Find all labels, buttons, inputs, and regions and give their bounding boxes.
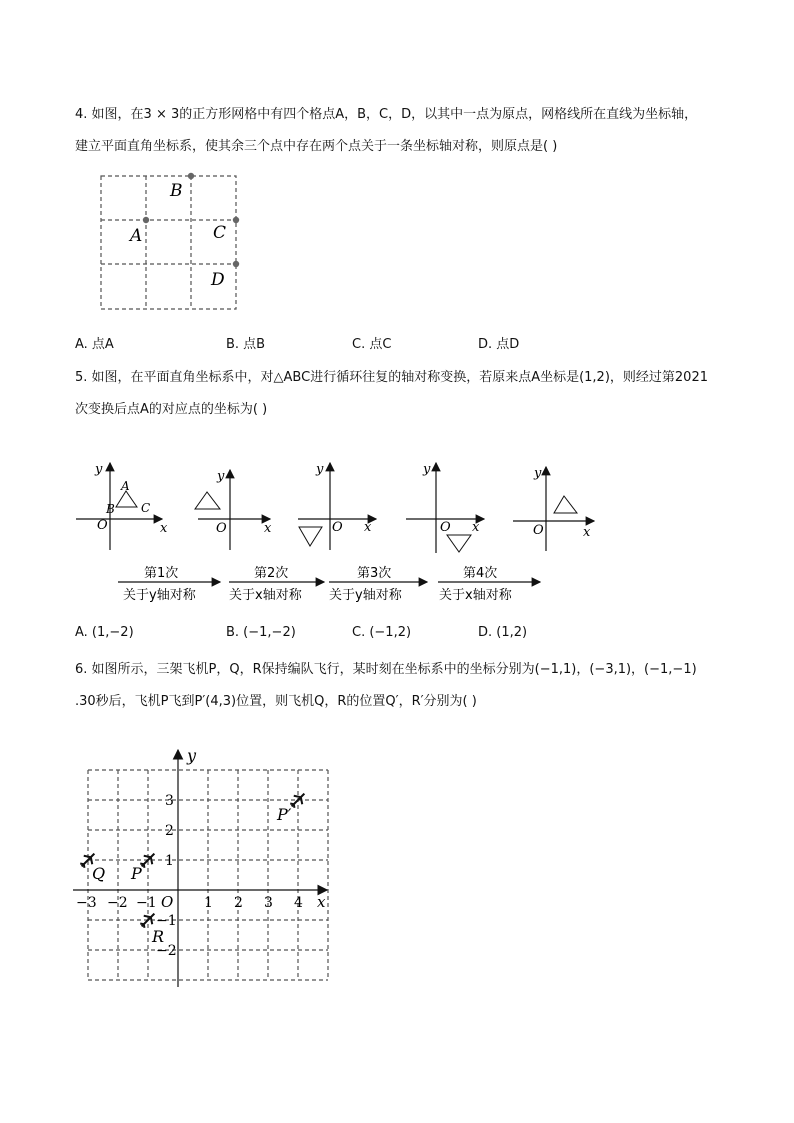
svg-text:3: 3: [165, 793, 174, 809]
q4-option-d[interactable]: D. 点D: [478, 337, 520, 352]
q5-text-line2: 次变换后点A的对应点的坐标为( ): [75, 402, 268, 417]
svg-text:R: R: [152, 927, 165, 946]
label-d: D: [211, 270, 225, 290]
svg-text:O: O: [533, 523, 544, 538]
point-b: [188, 173, 194, 179]
q5-text-line1: 5. 如图，在平面直角坐标系中，对△ABC进行循环往复的轴对称变换，若原来点A坐标是(1,2)，则经过第2021: [75, 370, 708, 385]
svg-text:2: 2: [165, 823, 174, 839]
svg-text:1: 1: [165, 853, 174, 869]
svg-text:A: A: [121, 479, 130, 493]
step-4-top: 第4次: [463, 566, 498, 581]
step-1-top: 第1次: [144, 566, 179, 581]
svg-text:P: P: [131, 864, 142, 883]
svg-text:x: x: [317, 893, 326, 911]
q4-text-line1: 4. 如图，在3 × 3的正方形网格中有四个格点A，B，C，D，以其中一点为原点，网格线所在直线为坐标轴，: [75, 107, 698, 122]
svg-text:O: O: [440, 520, 451, 535]
point-c: [233, 217, 239, 223]
svg-text:−2: −2: [156, 943, 177, 959]
step-2-top: 第2次: [254, 566, 289, 581]
svg-text:y: y: [423, 462, 431, 477]
point-d: [233, 261, 239, 267]
step-3-top: 第3次: [357, 566, 392, 581]
svg-text:x: x: [583, 525, 591, 540]
svg-text:B: B: [106, 502, 115, 516]
svg-text:x: x: [364, 520, 372, 535]
svg-text:3: 3: [264, 895, 273, 911]
q5-graph-5: [513, 466, 594, 551]
svg-text:O: O: [161, 893, 174, 911]
q4-option-b[interactable]: B. 点B: [226, 337, 266, 352]
step-2-bottom: 关于x轴对称: [229, 588, 302, 603]
svg-text:y: y: [95, 462, 103, 477]
q5-option-a[interactable]: A. (1,−2): [75, 625, 134, 640]
q4-option-a[interactable]: A. 点A: [75, 337, 114, 352]
svg-text:x: x: [472, 520, 480, 535]
svg-text:O: O: [216, 521, 227, 536]
q5-graph-2: [195, 469, 272, 550]
svg-text:y: y: [316, 462, 324, 477]
q4-option-c[interactable]: C. 点C: [352, 337, 392, 352]
q4-grid-figure: [95, 170, 255, 315]
q5-graph-3: [298, 462, 376, 550]
svg-text:−1: −1: [156, 913, 177, 929]
label-c: C: [213, 223, 227, 243]
svg-text:4: 4: [294, 895, 303, 911]
svg-text:y: y: [217, 469, 225, 484]
q5-graph-1: [76, 462, 168, 550]
svg-text:x: x: [160, 521, 168, 536]
label-a: A: [130, 226, 143, 246]
q5-option-c[interactable]: C. (−1,2): [352, 625, 412, 640]
svg-text:x: x: [264, 521, 272, 536]
q5-transform-figure: [70, 455, 630, 615]
svg-text:O: O: [97, 518, 108, 533]
q4-text-line2: 建立平面直角坐标系，使其余三个点中存在两个点关于一条坐标轴对称，则原点是( ): [75, 139, 558, 154]
q6-coordinate-grid: [65, 745, 345, 995]
label-b: B: [170, 181, 183, 201]
q6-text-line1: 6. 如图所示，三架飞机P，Q，R保持编队飞行，某时刻在坐标系中的坐标分别为(−1,1)，(−3,1)，(−1,−1): [75, 662, 697, 677]
svg-text:1: 1: [204, 895, 213, 911]
svg-text:y: y: [534, 466, 542, 481]
svg-text:−2: −2: [107, 895, 128, 911]
svg-text:Q: Q: [92, 864, 106, 883]
point-a: [143, 217, 149, 223]
svg-text:2: 2: [234, 895, 243, 911]
q5-option-b[interactable]: B. (−1,−2): [226, 625, 296, 640]
step-1-bottom: 关于y轴对称: [123, 588, 196, 603]
q5-graph-4: [406, 462, 484, 553]
svg-text:P′: P′: [277, 805, 292, 824]
q6-text-line2: .30秒后，飞机P飞到P′(4,3)位置，则飞机Q，R的位置Q′，R′分别为( ): [75, 694, 477, 709]
svg-text:y: y: [187, 746, 197, 765]
svg-text:−3: −3: [76, 895, 97, 911]
step-3-bottom: 关于y轴对称: [329, 588, 402, 603]
svg-text:O: O: [332, 520, 343, 535]
svg-text:−1: −1: [136, 895, 157, 911]
step-4-bottom: 关于x轴对称: [439, 588, 512, 603]
svg-text:C: C: [141, 501, 151, 515]
q5-option-d[interactable]: D. (1,2): [478, 625, 528, 640]
